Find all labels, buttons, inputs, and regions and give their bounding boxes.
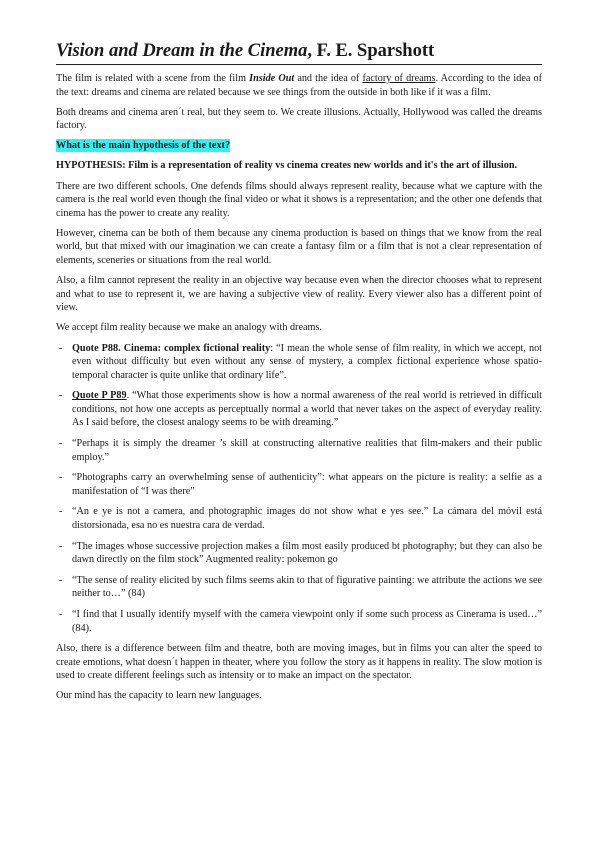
film-name: Inside Out <box>249 73 295 84</box>
title-work: Vision and Dream in the Cinema <box>56 41 308 61</box>
quote-text: “Perhaps it is simply the dreamer ’s skill at constructing alternative realities that film-makers and their public employ.” <box>72 438 542 463</box>
title-author: , F. E. Sparshott <box>307 41 435 61</box>
hypothesis-paragraph: HYPOTHESIS: Film is a representation of reality vs cinema creates new worlds and it's the art of illusion. <box>56 160 518 172</box>
quote-heading: Quote P88. Cinema: complex fictional reality <box>72 342 271 354</box>
quote-text: “The sense of reality elicited by such films seems akin to that of figurative painting: we attribute the actions we see neither to…” (84) <box>72 574 542 600</box>
quotes-list <box>56 342 542 636</box>
quote-item: - “The images whose successive projection makes a film most easily produced bt photography; but they can also be dawn directly on the film stock” Augmented reality: pokemon go <box>59 540 542 566</box>
quote-text: “Photographs carry an overwhelming sense of authenticity”: what appears on the picture is reality: a selfie as a manifestation of “I was there” <box>72 472 542 497</box>
question-line <box>56 139 542 153</box>
theatre-paragraph: Also, there is a difference between film and theatre, both are moving images, but in films you can alter the speed to create emotions, what doesn´t happen in theater, where you follow the story as it happens in reality. The slow motion is used to create different feelings such as intensity or to make an impact on the spectator. <box>56 643 542 682</box>
factory-of-dreams-link[interactable]: factory of dreams <box>362 73 436 84</box>
mind-paragraph: Our mind has the capacity to learn new languages. <box>56 690 262 702</box>
document-title <box>56 40 542 65</box>
quote-text: “I find that I usually identify myself with the camera viewpoint only if some such process as Cinerama is used…” (84). <box>72 609 542 634</box>
quote-item: - “An e ye is not a camera, and photographic images do not show what e yes see.” La cámara del móvil está distorsionada, esa no es nuestra cara de verdad. <box>59 506 542 532</box>
quote-item: - “Photographs carry an overwhelming sense of authenticity”: what appears on the picture is reality: a selfie as a manifestation of “I was there” <box>59 472 542 497</box>
quote-text: “An e ye is not a camera, and photographic images do not show what e yes see.” La cámara del móvil está distorsionada, esa no es nuestra cara de verdad. <box>72 506 542 532</box>
quote-text: “The images whose successive projection makes a film most easily produced bt photography; but they can also be dawn directly on the film stock” Augmented reality: pokemon go <box>72 540 542 566</box>
intro-paragraph: The film is related with a scene from the film Inside Out and the idea of factory of dreams. According to the idea of the text: dreams and cinema are related because we see things from the outside in both like if it was a film. <box>56 73 542 98</box>
quote-item: - “I find that I usually identify myself with the camera viewpoint only if some such process as Cinerama is used…” (84). <box>59 609 542 634</box>
quote-item: - Quote P88. Cinema: complex fictional reality: “I mean the whole sense of film reality, in which we accept, not even without difficulty but even without any sense of mystery, a complex fictional experience whose spatio-temporal character is quite unlike that ordinary life”. <box>59 342 543 381</box>
objectivity-paragraph: Also, a film cannot represent the reality in an objective way because even when the director chooses what to represent and what to use to represent it, we are having a subjective view of reality. Every viewer also has a different point of view. <box>56 275 542 314</box>
quote-item: - “The sense of reality elicited by such films seems akin to that of figurative painting: we attribute the actions we see neither to…” (84) <box>59 574 542 600</box>
document-page <box>56 40 542 710</box>
quote-heading: Quote P P89 <box>72 390 127 402</box>
accept-paragraph: We accept film reality because we make an analogy with dreams. <box>56 322 322 334</box>
quote-text: . “What those experiments show is how a normal awareness of the real world is retrieved in difficult conditions, not how one accepts as perceptually normal a world that never takes on the aspect of everyday reality. As I said before, the closest analogy seems to be with dreaming.” <box>72 390 543 429</box>
highlighted-question: What is the main hypothesis of the text? <box>56 140 231 152</box>
quote-text: : “I mean the whole sense of film reality, in which we accept, not even without difficulty but even without any sense of mystery, a complex fictional experience whose spatio-temporal character is quite unlike that ordinary life”. <box>72 342 543 381</box>
however-paragraph: However, cinema can be both of them because any cinema production is based on things that we know from the real world, but that mixed with our imagination we can create a fantasy film or a film that is not a clear representation of elements, sceneries or situations from the real world. <box>56 227 542 267</box>
quote-item: - Quote P P89. “What those experiments show is how a normal awareness of the real world is retrieved in difficult conditions, not how one accepts as perceptually normal a world that never takes on the aspect of everyday reality. As I said before, the closest analogy seems to be with dreaming.” <box>59 390 543 429</box>
illusions-paragraph: Both dreams and cinema aren´t real, but they seem to. We create illusions. Actually, Hollywood was called the dreams factory. <box>56 106 542 132</box>
quote-item: - “Perhaps it is simply the dreamer ’s skill at constructing alternative realities that film-makers and their public employ.” <box>59 438 542 463</box>
schools-paragraph: There are two different schools. One defends films should always represent reality, because what we capture with the camera is the real world even though the final video or what it shows is a representation; and the other one defends that cinema has the power to create any reality. <box>56 180 543 219</box>
